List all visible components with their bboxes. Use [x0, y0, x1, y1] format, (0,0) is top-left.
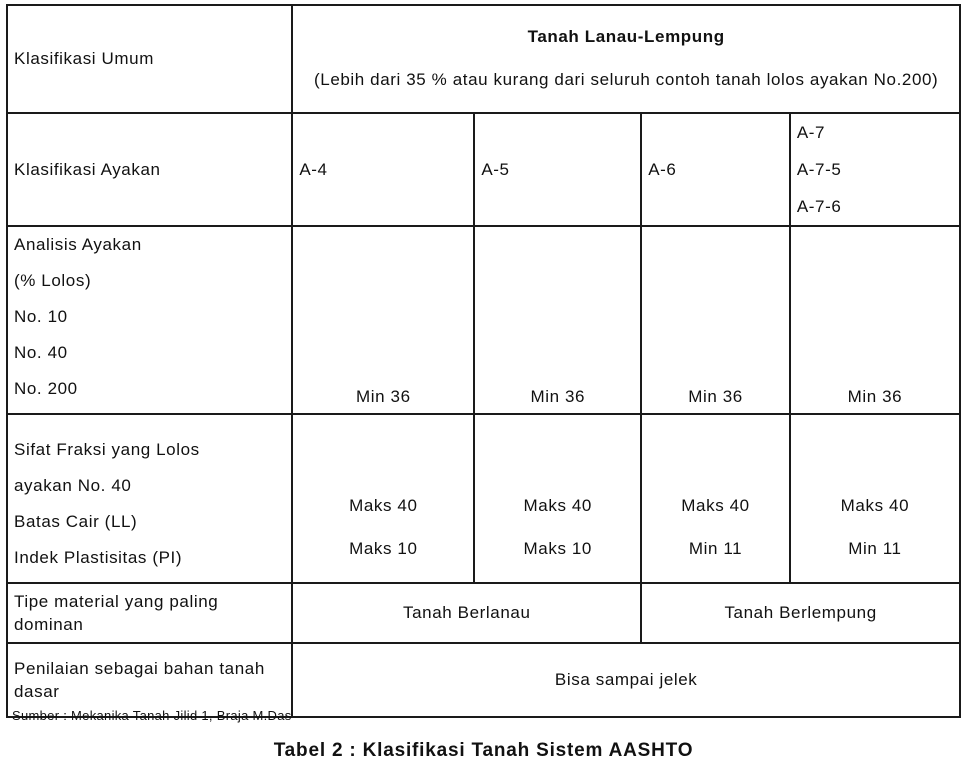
- ll-value-a7: Maks 40: [840, 496, 910, 515]
- sifat-values-a4: [292, 414, 474, 583]
- analisis-value-a4: Min 36: [292, 226, 474, 414]
- row-tipe-material: [7, 583, 960, 643]
- row-sifat-fraksi: [7, 414, 960, 583]
- class-a6: A-6: [641, 113, 790, 226]
- sifat-line-2: ayakan No. 40: [14, 476, 132, 495]
- class-a4: A-4: [292, 113, 474, 226]
- table-caption: Tabel 2 : Klasifikasi Tanah Sistem AASHTO: [273, 740, 694, 761]
- ll-value-a4: Maks 40: [349, 496, 418, 515]
- pi-value-a6: Min 11: [688, 539, 743, 558]
- sifat-line-4: Indek Plastisitas (PI): [14, 548, 183, 567]
- penilaian-value: Bisa sampai jelek: [292, 643, 960, 717]
- label-analisis-ayakan: [7, 226, 292, 414]
- analisis-line-1: Analisis Ayakan: [14, 235, 142, 254]
- class-a5: A-5: [474, 113, 641, 226]
- label-klasifikasi-umum: Klasifikasi Umum: [7, 5, 292, 113]
- aashto-classification-table: [6, 4, 961, 718]
- group-title: Tanah Lanau-Lempung: [527, 26, 725, 46]
- group-subtitle: (Lebih dari 35 % atau kurang dari seluruh contoh tanah lolos ayakan No.200): [314, 69, 939, 89]
- analisis-value-a6: Min 36: [641, 226, 790, 414]
- sifat-line-3: Batas Cair (LL): [14, 512, 138, 531]
- analisis-line-2: (% Lolos): [14, 271, 92, 290]
- sifat-line-1: Sifat Fraksi yang Lolos: [14, 440, 200, 459]
- class-a7-6-line: A-7-6: [796, 197, 842, 216]
- tipe-berlempung: Tanah Berlempung: [641, 583, 960, 643]
- label-klasifikasi-ayakan: Klasifikasi Ayakan: [7, 113, 292, 226]
- analisis-line-5: No. 200: [14, 379, 78, 398]
- row-penilaian: [7, 643, 960, 717]
- pi-value-a7: Min 11: [848, 539, 902, 558]
- row-klasifikasi-ayakan: [7, 113, 960, 226]
- source-note: Sumber : Mekanika Tanah Jilid 1, Braja M.Das: [12, 708, 292, 723]
- class-a7: [790, 113, 960, 226]
- sifat-values-a7: [790, 414, 960, 583]
- row-analisis-ayakan: [7, 226, 960, 414]
- label-sifat-fraksi: [7, 414, 292, 583]
- analisis-line-3: No. 10: [14, 307, 68, 326]
- pi-value-a5: Maks 10: [523, 539, 592, 558]
- sifat-values-a6: [641, 414, 790, 583]
- row-klasifikasi-umum: [7, 5, 960, 113]
- class-a7-5-line: A-7-5: [796, 160, 842, 179]
- ll-value-a5: Maks 40: [523, 496, 592, 515]
- tipe-berlanau: Tanah Berlanau: [292, 583, 641, 643]
- ll-value-a6: Maks 40: [681, 496, 750, 515]
- header-group-cell: [292, 5, 960, 113]
- analisis-value-a5: Min 36: [474, 226, 641, 414]
- label-tipe-material: Tipe material yang paling dominan: [7, 583, 292, 643]
- analisis-value-a7: Min 36: [790, 226, 960, 414]
- class-a7-line: A-7: [796, 123, 826, 142]
- sifat-values-a5: [474, 414, 641, 583]
- analisis-line-4: No. 40: [14, 343, 68, 362]
- label-penilaian: Penilaian sebagai bahan tanah dasar: [7, 643, 292, 717]
- pi-value-a4: Maks 10: [349, 539, 418, 558]
